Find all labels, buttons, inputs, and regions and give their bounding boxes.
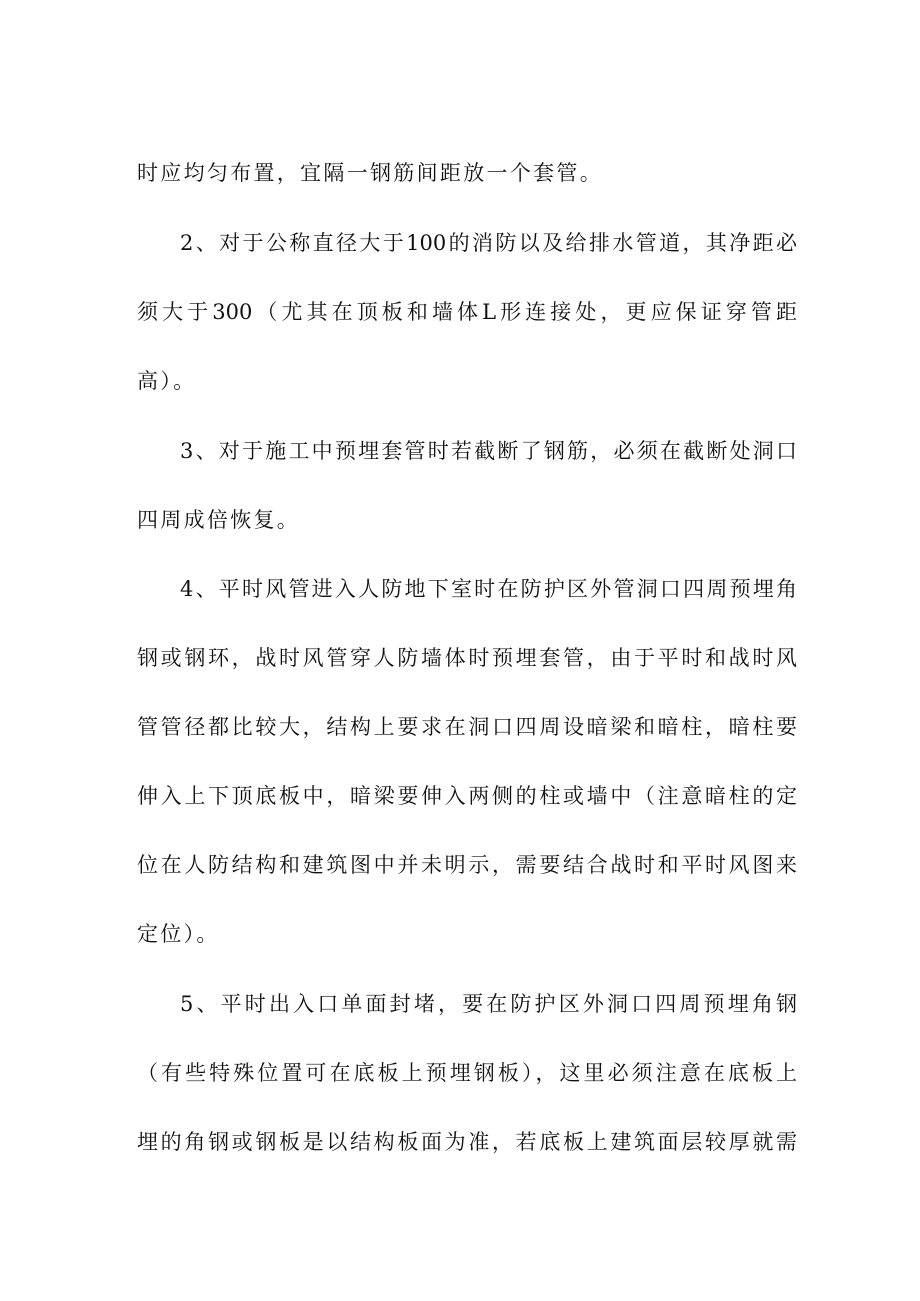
text-line-1: 时应均匀布置，宜隔一钢筋间距放一个套管。 (137, 161, 603, 185)
text-line-2: 2、对于公称直径大于100的消防以及给排水管道，其净距必 (180, 231, 797, 255)
text-line-4: 高）。 (137, 369, 197, 393)
text-line-13: 5、平时出入口单面封堵，要在防护区外洞口四周预埋角钢 (180, 992, 797, 1016)
text-line-5: 3、对于施工中预埋套管时若截断了钢筋，必须在截断处洞口 (180, 439, 797, 463)
text-line-6: 四周成倍恢复。 (137, 508, 301, 532)
text-line-3: 须大于300（尤其在顶板和墙体L形连接处，更应保证穿管距 (137, 300, 797, 324)
text-line-12: 定位）。 (137, 922, 220, 946)
text-line-10: 伸入上下顶底板中，暗梁要伸入两侧的柱或墙中（注意暗柱的定 (137, 784, 797, 808)
text-line-14: （有些特殊位置可在底板上预埋钢板），这里必须注意在底板上 (137, 1061, 797, 1085)
text-line-15: 埋的角钢或钢板是以结构板面为准，若底板上建筑面层较厚就需 (137, 1130, 797, 1154)
text-line-9: 管管径都比较大，结构上要求在洞口四周设暗梁和暗柱，暗柱要 (137, 715, 797, 739)
text-line-7: 4、平时风管进入人防地下室时在防护区外管洞口四周预埋角 (180, 577, 797, 601)
text-line-11: 位在人防结构和建筑图中并未明示，需要结合战时和平时风图来 (137, 853, 797, 877)
text-line-8: 钢或钢环，战时风管穿人防墙体时预埋套管，由于平时和战时风 (137, 646, 797, 670)
